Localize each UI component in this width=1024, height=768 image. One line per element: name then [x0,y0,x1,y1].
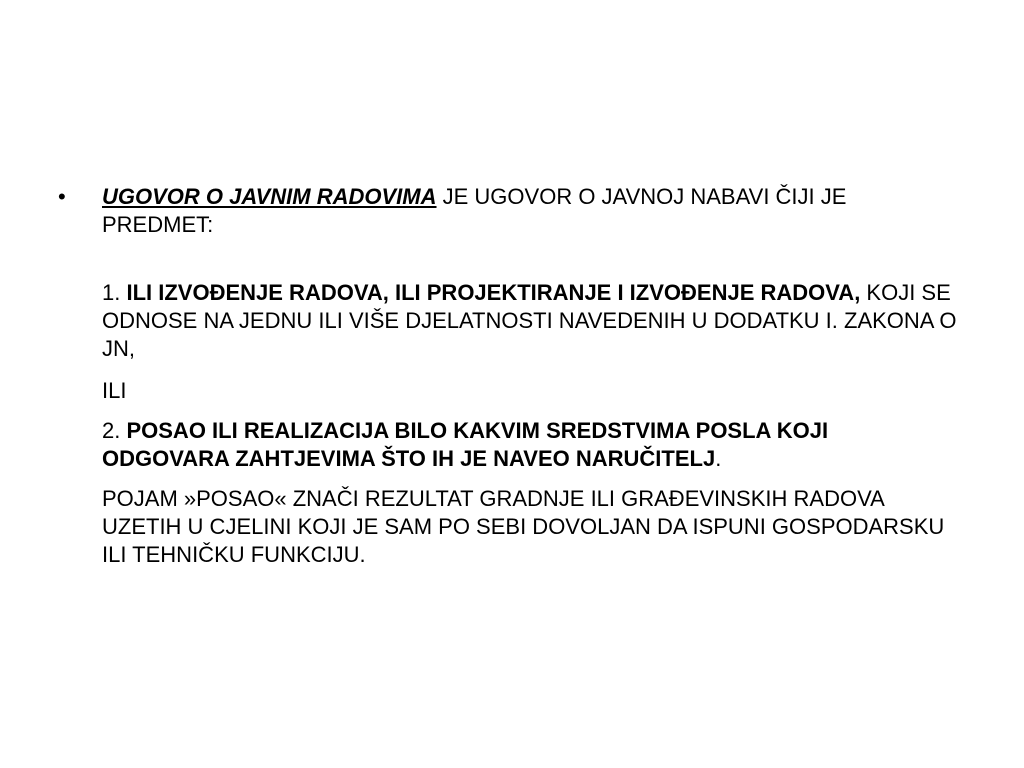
item-2-paragraph [58,417,958,473]
item-1-paragraph [58,279,958,363]
item-1-text: KOJI SE ODNOSE NA JEDNU ILI VIŠE DJELATNOSTI NAVEDENIH U DODATKU I. ZAKONA O JN, [102,280,957,361]
intro-text: JE UGOVOR O JAVNOJ NABAVI ČIJI JE PREDMET: [102,184,847,237]
item-2-end: . [715,446,722,471]
bullet-item [58,183,958,239]
or-text: ILI [102,378,127,403]
bullet-marker: • [58,184,66,209]
item-2-bold-text: POSAO ILI REALIZACIJA BILO KAKVIM SREDSTVIMA POSLA KOJI ODGOVARA ZAHTJEVIMA ŠTO IH JE NAVEO NARUČITELJ [102,418,829,471]
item-2-number: 2. [102,418,127,443]
or-paragraph [58,377,958,405]
definition-paragraph [58,485,958,569]
definition-text: POJAM »POSAO« ZNAČI REZULTAT GRADNJE ILI GRAĐEVINSKIH RADOVA UZETIH U CJELINI KOJI JE SAM PO SEBI DOVOLJAN DA ISPUNI GOSPODARSKU ILI TEHNIČKU FUNKCIJU. [102,486,945,567]
term-heading: UGOVOR O JAVNIM RADOVIMA [102,184,437,209]
slide-content [58,183,958,569]
item-1-bold-text: ILI IZVOĐENJE RADOVA, ILI PROJEKTIRANJE I IZVOĐENJE RADOVA, [126,280,861,305]
item-1-number: 1. [102,280,127,305]
